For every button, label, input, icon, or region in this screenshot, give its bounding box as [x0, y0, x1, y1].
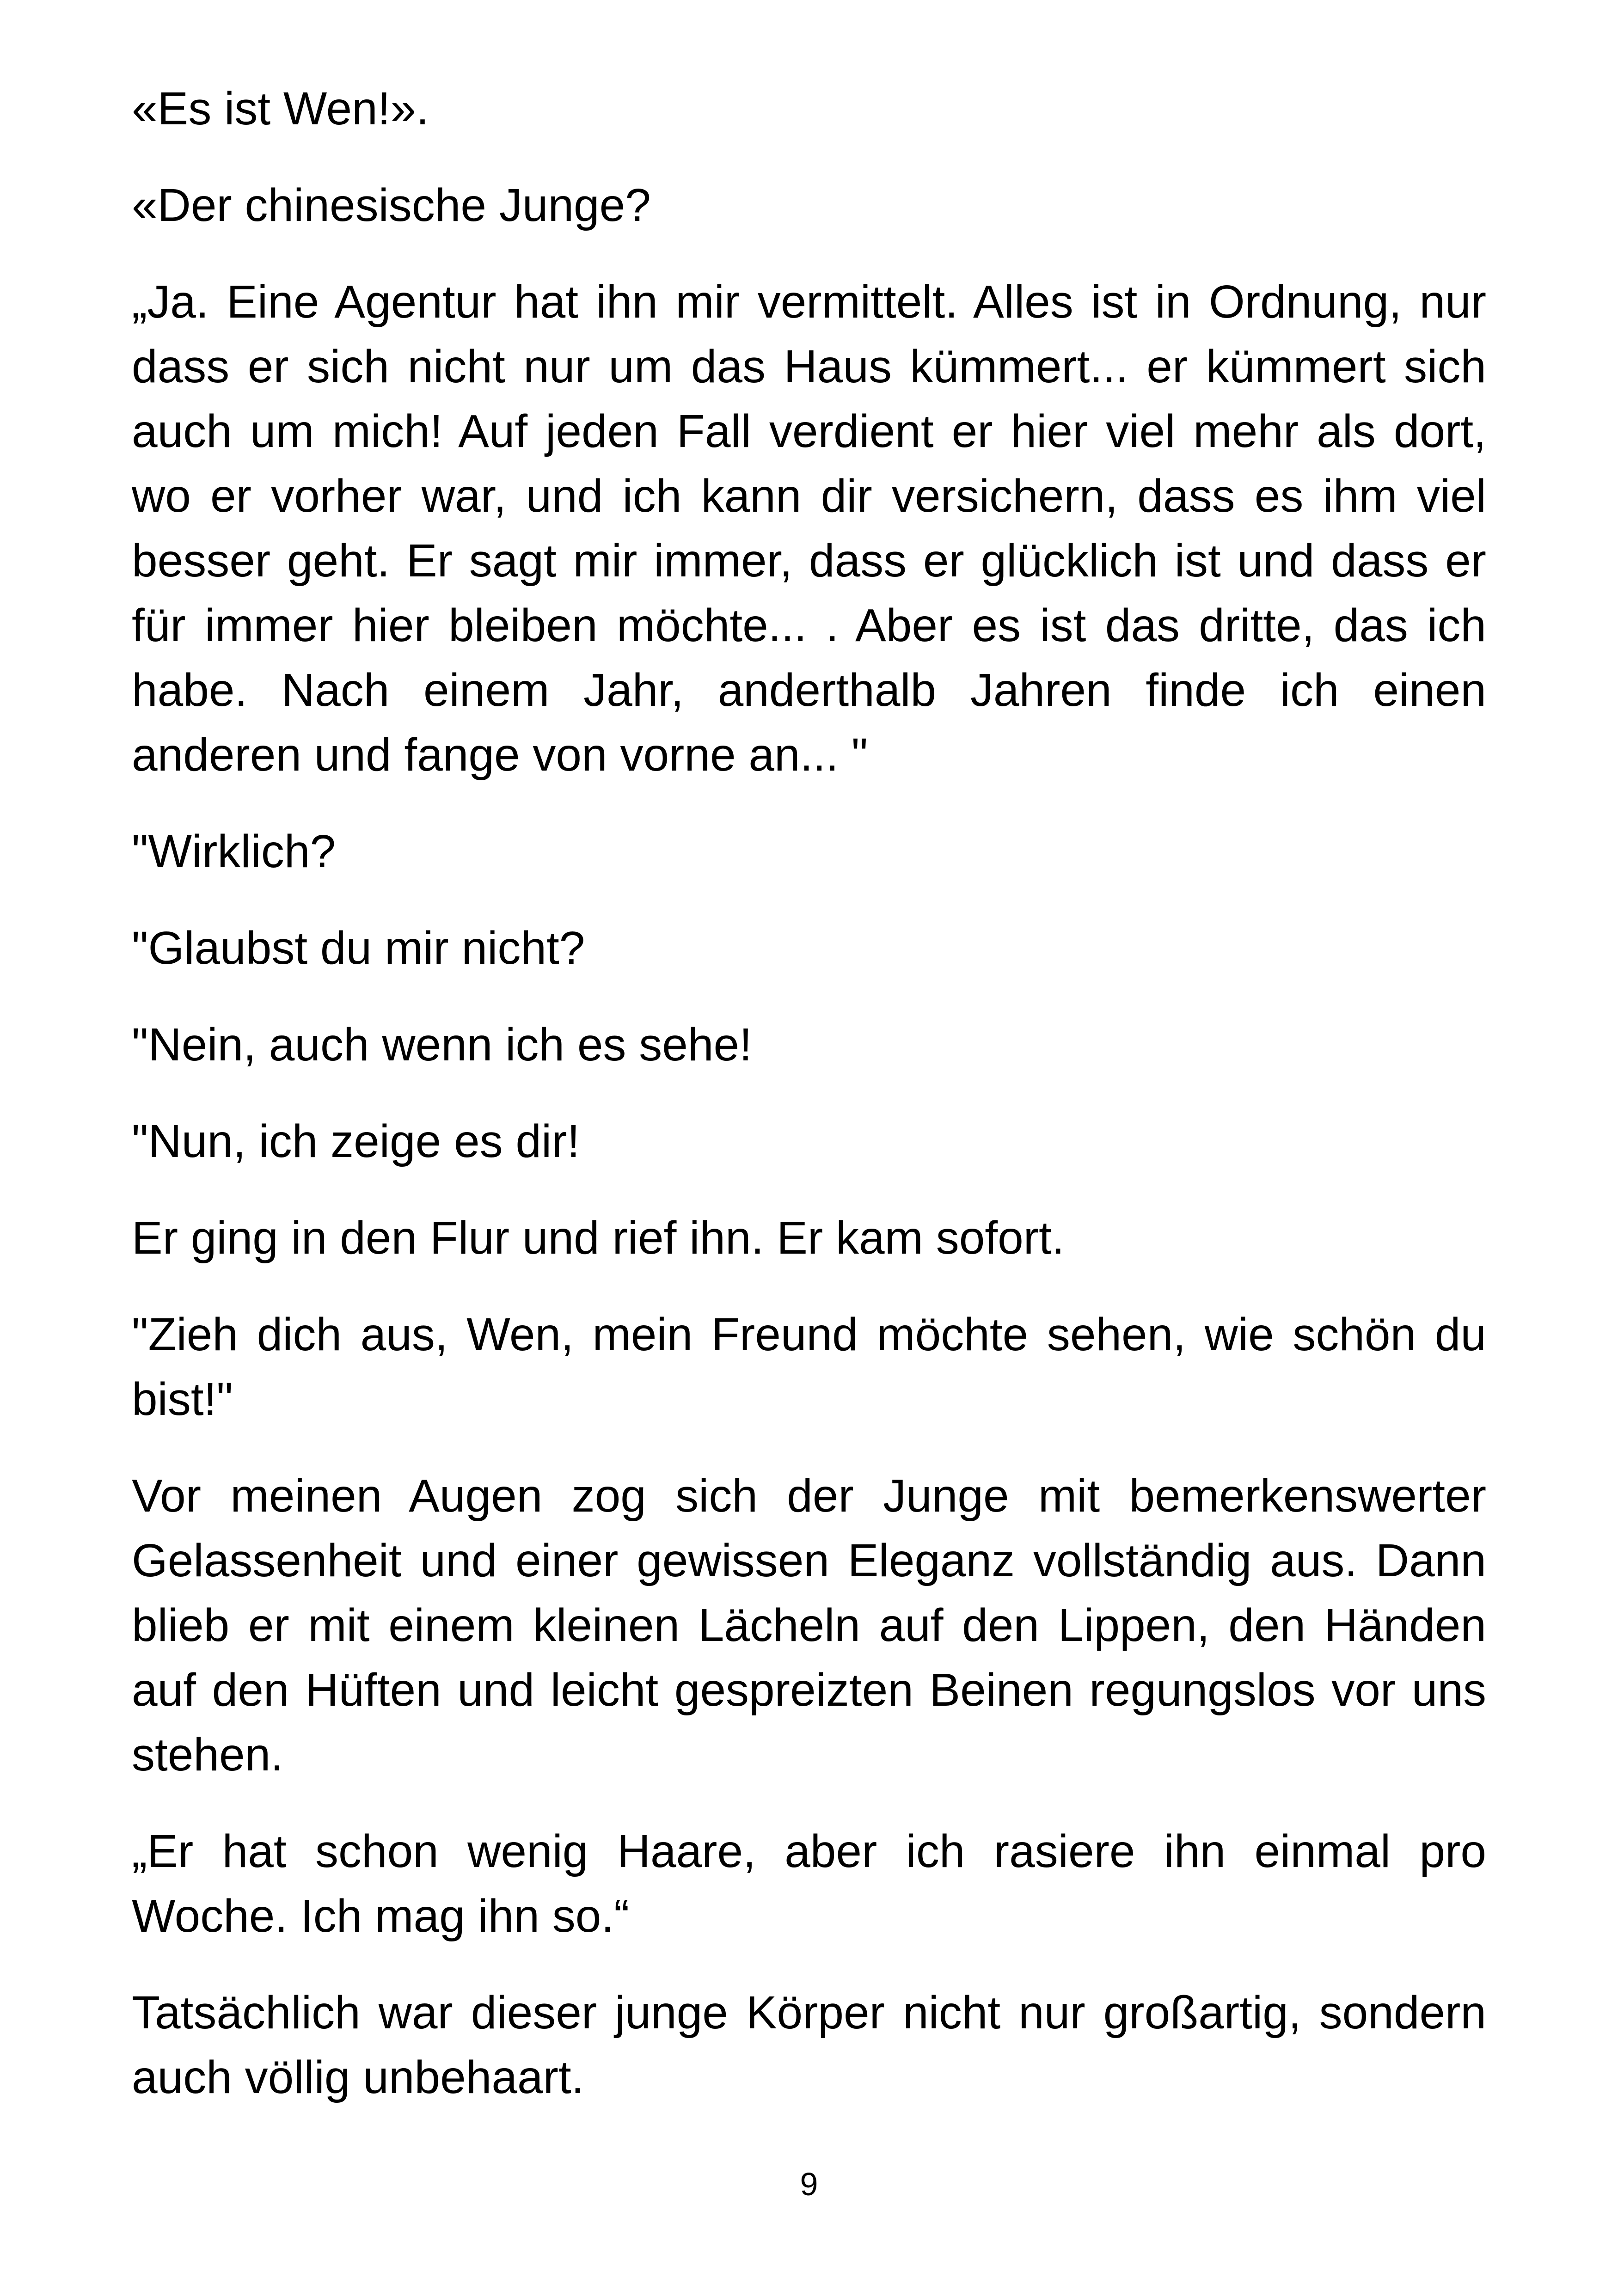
paragraph-6: "Nein, auch wenn ich es sehe!: [132, 1019, 752, 1071]
paragraph-9: "Zieh dich aus, Wen, mein Freund möchte sehen, wie schön du bist!": [132, 1309, 1486, 1425]
paragraph-12: Tatsächlich war dieser junge Körper nicht nur großartig, sondern auch völlig unbehaart.: [132, 1987, 1486, 2103]
paragraph-5: "Glaubst du mir nicht?: [132, 922, 585, 974]
paragraph-10: Vor meinen Augen zog sich der Junge mit bemerkenswerter Gelassenheit und einer gewissen Eleganz vollständig aus. Dann blieb er mit einem kleinen Lächeln auf den Lippen, den Händen auf den Hüften und leicht gespreizten Beinen regungslos vor uns stehen.: [132, 1470, 1486, 1781]
paragraph-1: «Es ist Wen!».: [132, 83, 429, 135]
body-text: [132, 76, 1486, 2142]
paragraph-8: Er ging in den Flur und rief ihn. Er kam sofort.: [132, 1212, 1065, 1264]
paragraph-2: «Der chinesische Junge?: [132, 179, 651, 231]
paragraph-4: "Wirklich?: [132, 826, 336, 877]
paragraph-3: „Ja. Eine Agentur hat ihn mir vermittelt. Alles ist in Ordnung, nur dass er sich nicht nur um das Haus kümmert... er kümmert sich auch um mich! Auf jeden Fall verdient er hier viel mehr als dort, wo er vorher war, und ich kann dir versichern, dass es ihm viel besser geht. Er sagt mir immer, dass er glücklich ist und dass er für immer hier bleiben möchte... . Aber es ist das dritte, das ich habe. Nach einem Jahr, anderthalb Jahren finde ich einen anderen und fange von vorne an... ": [132, 276, 1486, 781]
paragraph-7: "Nun, ich zeige es dir!: [132, 1115, 580, 1167]
page-number: 9: [800, 2166, 818, 2202]
paragraph-11: „Er hat schon wenig Haare, aber ich rasiere ihn einmal pro Woche. Ich mag ihn so.“: [132, 1825, 1486, 1942]
